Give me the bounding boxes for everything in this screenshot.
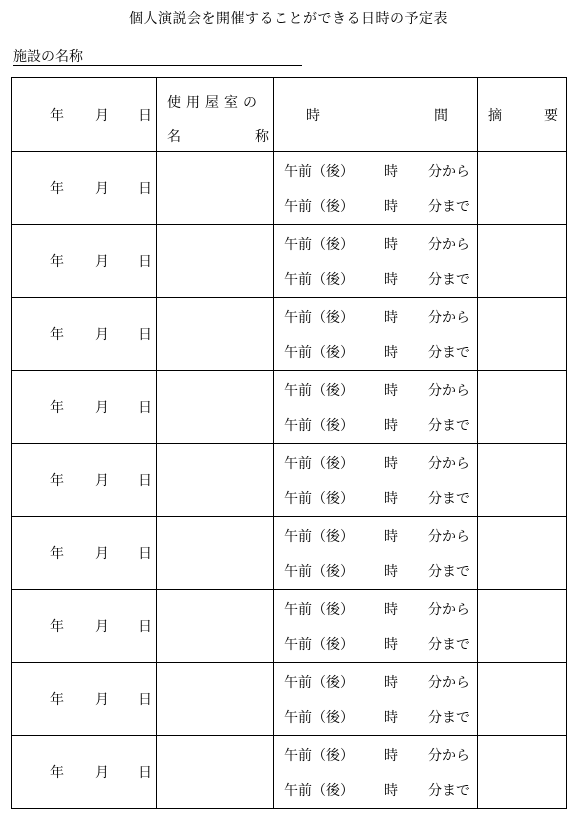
- document-title: 個人演説会を開催することができる日時の予定表: [129, 11, 448, 27]
- header-time-part1: 時: [306, 107, 320, 124]
- from-ampm-label: 午前（後）: [284, 310, 354, 326]
- time-from-line: [274, 528, 478, 546]
- to-minute-label: 分まで: [428, 345, 470, 361]
- year-label: 年: [50, 765, 64, 781]
- date-cell[interactable]: [12, 736, 157, 809]
- day-label: 日: [138, 327, 152, 343]
- to-hour-label: 時: [384, 564, 398, 580]
- to-hour-label: 時: [384, 345, 398, 361]
- to-ampm-label: 午前（後）: [284, 272, 354, 288]
- from-ampm-label: 午前（後）: [284, 602, 354, 618]
- header-row: [12, 78, 567, 152]
- from-ampm-label: 午前（後）: [284, 529, 354, 545]
- table-row: [12, 225, 567, 298]
- from-hour-label: 時: [384, 164, 398, 180]
- header-time-part2: 間: [434, 107, 448, 124]
- room-cell[interactable]: [157, 590, 274, 663]
- from-hour-label: 時: [384, 456, 398, 472]
- to-ampm-label: 午前（後）: [284, 564, 354, 580]
- header-room: [157, 78, 274, 152]
- note-cell[interactable]: [478, 736, 567, 809]
- time-cell[interactable]: [274, 152, 478, 225]
- to-minute-label: 分まで: [428, 272, 470, 288]
- time-from-line: [274, 455, 478, 473]
- month-label: 月: [95, 765, 109, 781]
- date-cell[interactable]: [12, 152, 157, 225]
- year-label: 年: [50, 473, 64, 489]
- facility-name-label: 施設の名称: [13, 49, 83, 65]
- time-from-line: [274, 309, 478, 327]
- day-label: 日: [138, 400, 152, 416]
- date-cell[interactable]: [12, 663, 157, 736]
- note-cell[interactable]: [478, 663, 567, 736]
- time-to-line: [274, 782, 478, 800]
- day-label: 日: [138, 619, 152, 635]
- month-label: 月: [95, 400, 109, 416]
- year-label: 年: [50, 327, 64, 343]
- time-to-line: [274, 709, 478, 727]
- time-from-line: [274, 382, 478, 400]
- header-note: [478, 78, 567, 152]
- from-hour-label: 時: [384, 383, 398, 399]
- header-year-label: 年: [50, 107, 64, 124]
- time-cell[interactable]: [274, 736, 478, 809]
- header-day-label: 日: [138, 107, 152, 124]
- header-room-title: 称: [255, 129, 269, 145]
- time-to-line: [274, 563, 478, 581]
- to-ampm-label: 午前（後）: [284, 783, 354, 799]
- from-minute-label: 分から: [428, 383, 470, 399]
- to-hour-label: 時: [384, 637, 398, 653]
- facility-name-field[interactable]: [13, 50, 302, 66]
- month-label: 月: [95, 254, 109, 270]
- room-cell[interactable]: [157, 517, 274, 590]
- year-label: 年: [50, 546, 64, 562]
- month-label: 月: [95, 327, 109, 343]
- room-cell[interactable]: [157, 225, 274, 298]
- header-month-label: 月: [95, 107, 109, 124]
- to-ampm-label: 午前（後）: [284, 710, 354, 726]
- from-ampm-label: 午前（後）: [284, 456, 354, 472]
- note-cell[interactable]: [478, 152, 567, 225]
- table-row: [12, 590, 567, 663]
- time-cell[interactable]: [274, 590, 478, 663]
- note-cell[interactable]: [478, 444, 567, 517]
- table-row: [12, 444, 567, 517]
- to-minute-label: 分まで: [428, 637, 470, 653]
- header-time: [274, 78, 478, 152]
- time-to-line: [274, 271, 478, 289]
- from-hour-label: 時: [384, 529, 398, 545]
- date-cell[interactable]: [12, 371, 157, 444]
- time-from-line: [274, 674, 478, 692]
- from-hour-label: 時: [384, 237, 398, 253]
- to-minute-label: 分まで: [428, 783, 470, 799]
- from-minute-label: 分から: [428, 237, 470, 253]
- to-hour-label: 時: [384, 710, 398, 726]
- month-label: 月: [95, 473, 109, 489]
- to-hour-label: 時: [384, 491, 398, 507]
- time-to-line: [274, 490, 478, 508]
- time-cell[interactable]: [274, 225, 478, 298]
- from-hour-label: 時: [384, 748, 398, 764]
- room-cell[interactable]: [157, 152, 274, 225]
- month-label: 月: [95, 692, 109, 708]
- header-note-part2: 要: [544, 107, 558, 124]
- year-label: 年: [50, 181, 64, 197]
- to-minute-label: 分まで: [428, 199, 470, 215]
- time-cell[interactable]: [274, 663, 478, 736]
- month-label: 月: [95, 619, 109, 635]
- from-ampm-label: 午前（後）: [284, 237, 354, 253]
- header-room-name: 名: [167, 129, 181, 145]
- from-minute-label: 分から: [428, 675, 470, 691]
- time-cell[interactable]: [274, 298, 478, 371]
- from-ampm-label: 午前（後）: [284, 383, 354, 399]
- to-ampm-label: 午前（後）: [284, 418, 354, 434]
- from-minute-label: 分から: [428, 456, 470, 472]
- note-cell[interactable]: [478, 225, 567, 298]
- table-row: [12, 371, 567, 444]
- time-cell[interactable]: [274, 517, 478, 590]
- time-to-line: [274, 198, 478, 216]
- to-hour-label: 時: [384, 783, 398, 799]
- month-label: 月: [95, 181, 109, 197]
- from-minute-label: 分から: [428, 748, 470, 764]
- to-minute-label: 分まで: [428, 491, 470, 507]
- time-to-line: [274, 417, 478, 435]
- room-cell[interactable]: [157, 736, 274, 809]
- date-cell[interactable]: [12, 590, 157, 663]
- time-from-line: [274, 163, 478, 181]
- from-minute-label: 分から: [428, 164, 470, 180]
- table-row: [12, 517, 567, 590]
- date-cell[interactable]: [12, 517, 157, 590]
- from-minute-label: 分から: [428, 529, 470, 545]
- room-cell[interactable]: [157, 371, 274, 444]
- to-ampm-label: 午前（後）: [284, 345, 354, 361]
- from-ampm-label: 午前（後）: [284, 164, 354, 180]
- time-from-line: [274, 236, 478, 254]
- note-cell[interactable]: [478, 590, 567, 663]
- day-label: 日: [138, 181, 152, 197]
- day-label: 日: [138, 254, 152, 270]
- time-from-line: [274, 601, 478, 619]
- from-hour-label: 時: [384, 310, 398, 326]
- note-cell[interactable]: [478, 517, 567, 590]
- year-label: 年: [50, 619, 64, 635]
- to-minute-label: 分まで: [428, 710, 470, 726]
- year-label: 年: [50, 400, 64, 416]
- month-label: 月: [95, 546, 109, 562]
- day-label: 日: [138, 765, 152, 781]
- note-cell[interactable]: [478, 371, 567, 444]
- time-cell[interactable]: [274, 444, 478, 517]
- room-cell[interactable]: [157, 663, 274, 736]
- to-ampm-label: 午前（後）: [284, 491, 354, 507]
- table-row: [12, 152, 567, 225]
- to-hour-label: 時: [384, 272, 398, 288]
- table-row: [12, 736, 567, 809]
- day-label: 日: [138, 692, 152, 708]
- from-minute-label: 分から: [428, 310, 470, 326]
- to-ampm-label: 午前（後）: [284, 199, 354, 215]
- from-minute-label: 分から: [428, 602, 470, 618]
- note-cell[interactable]: [478, 298, 567, 371]
- from-hour-label: 時: [384, 602, 398, 618]
- time-to-line: [274, 344, 478, 362]
- header-room-line1: 使用屋室の: [167, 95, 262, 111]
- to-minute-label: 分まで: [428, 418, 470, 434]
- from-ampm-label: 午前（後）: [284, 675, 354, 691]
- date-cell[interactable]: [12, 444, 157, 517]
- to-hour-label: 時: [384, 418, 398, 434]
- from-ampm-label: 午前（後）: [284, 748, 354, 764]
- room-cell[interactable]: [157, 444, 274, 517]
- table-row: [12, 298, 567, 371]
- day-label: 日: [138, 546, 152, 562]
- time-from-line: [274, 747, 478, 765]
- to-minute-label: 分まで: [428, 564, 470, 580]
- to-hour-label: 時: [384, 199, 398, 215]
- year-label: 年: [50, 254, 64, 270]
- year-label: 年: [50, 692, 64, 708]
- header-date: [12, 78, 157, 152]
- schedule-table: [11, 77, 567, 809]
- time-cell[interactable]: [274, 371, 478, 444]
- header-note-part1: 摘: [488, 107, 502, 124]
- time-to-line: [274, 636, 478, 654]
- table-row: [12, 663, 567, 736]
- to-ampm-label: 午前（後）: [284, 637, 354, 653]
- from-hour-label: 時: [384, 675, 398, 691]
- room-cell[interactable]: [157, 298, 274, 371]
- day-label: 日: [138, 473, 152, 489]
- date-cell[interactable]: [12, 225, 157, 298]
- date-cell[interactable]: [12, 298, 157, 371]
